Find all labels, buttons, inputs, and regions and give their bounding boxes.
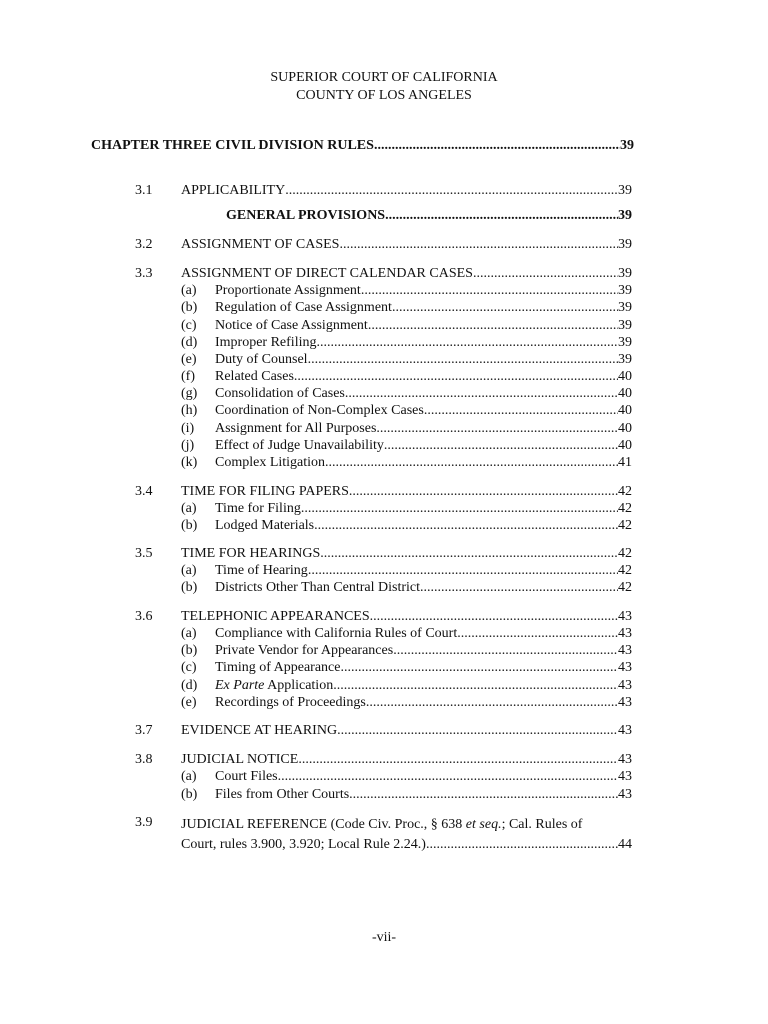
subsection-letter: (a) <box>181 283 197 298</box>
title-line-1 <box>181 815 632 835</box>
subsection-letter: (a) <box>181 501 197 516</box>
dot-leader <box>393 643 618 659</box>
subsection-letter: (a) <box>181 769 197 784</box>
page-number: 39 <box>618 237 632 252</box>
dot-leader <box>349 787 618 803</box>
page-number: 41 <box>618 455 632 470</box>
subsection-item <box>181 660 632 676</box>
subsection-item <box>181 300 632 316</box>
subsection-letter: (a) <box>181 626 197 641</box>
page-number: 39 <box>618 266 632 281</box>
subsection-item <box>181 563 632 579</box>
subsection-item <box>181 318 632 334</box>
subsection-item <box>181 421 632 437</box>
subsection-title: Regulation of Case Assignment <box>215 300 392 315</box>
dot-leader <box>368 318 618 334</box>
subsection-letter: (h) <box>181 403 198 418</box>
subsection-item <box>181 695 632 711</box>
subsection-letter: (e) <box>181 352 197 367</box>
section-title: TELEPHONIC APPEARANCES <box>181 609 370 624</box>
page-number: 44 <box>618 837 632 852</box>
page-number: 40 <box>618 386 632 401</box>
title-text: JUDICIAL REFERENCE (Code Civ. Proc., § 638 <box>181 817 466 832</box>
dot-leader <box>345 386 618 402</box>
subsection-letter: (a) <box>181 563 197 578</box>
subsection-letter: (c) <box>181 318 197 333</box>
page-number: 43 <box>618 678 632 693</box>
page-number: 42 <box>618 484 632 499</box>
section-number: 3.5 <box>135 546 153 561</box>
subsection-title: Effect of Judge Unavailability <box>215 438 384 453</box>
general-provisions-heading <box>226 208 632 224</box>
dot-leader <box>392 300 618 316</box>
dot-leader <box>320 546 618 562</box>
subsection-title: Files from Other Courts <box>215 787 350 802</box>
subsection-item <box>181 501 632 517</box>
subsection-letter: (g) <box>181 386 198 401</box>
section-number: 3.7 <box>135 723 153 738</box>
subsection-item <box>181 518 632 534</box>
page-number: 39 <box>618 183 632 198</box>
dot-leader <box>457 626 618 642</box>
subsection-title: Recordings of Proceedings <box>215 695 366 710</box>
subsection-title: Related Cases <box>215 369 294 384</box>
dot-leader <box>340 660 618 676</box>
dot-leader <box>349 484 618 500</box>
page-number: 43 <box>618 660 632 675</box>
subsection-letter: (d) <box>181 678 198 693</box>
subsection-title: Court Files <box>215 769 278 784</box>
section-3-9-title <box>181 815 632 855</box>
dot-leader <box>285 183 618 199</box>
section-title: JUDICIAL NOTICE <box>181 752 299 767</box>
page-number: 39 <box>618 208 632 223</box>
dot-leader <box>278 769 618 785</box>
page-number: 43 <box>618 752 632 767</box>
subsection-item <box>181 369 632 385</box>
page-number: 40 <box>618 403 632 418</box>
page-number: 39 <box>620 138 634 153</box>
dot-leader <box>374 138 620 154</box>
section-number: 3.8 <box>135 752 153 767</box>
subsection-title: Duty of Counsel <box>215 352 308 367</box>
subsection-letter: (k) <box>181 455 198 470</box>
subsection-item <box>181 643 632 659</box>
dot-leader <box>301 501 618 517</box>
subsection-title: Timing of Appearance <box>215 660 341 675</box>
subsection-item <box>181 386 632 402</box>
section-title: EVIDENCE AT HEARING <box>181 723 338 738</box>
subsection-letter: (b) <box>181 787 198 802</box>
subsection-title: Complex Litigation <box>215 455 326 470</box>
page-number: 39 <box>618 318 632 333</box>
title-text: ; Cal. Rules of <box>501 817 583 832</box>
subsection-title: Coordination of Non-Complex Cases <box>215 403 424 418</box>
subsection-title: Time for Filing <box>215 501 301 516</box>
dot-leader <box>426 835 618 855</box>
page-number: 43 <box>618 769 632 784</box>
dot-leader <box>366 695 618 711</box>
dot-leader <box>339 237 618 253</box>
section-title: TIME FOR FILING PAPERS <box>181 484 349 499</box>
dot-leader <box>333 678 618 694</box>
dot-leader <box>361 283 618 299</box>
subsection-title: Assignment for All Purposes <box>215 421 377 436</box>
subsection-letter: (b) <box>181 580 198 595</box>
subsection-letter: (f) <box>181 369 195 384</box>
subsection-item <box>181 438 632 454</box>
page-number: 42 <box>618 563 632 578</box>
dot-leader <box>337 723 618 739</box>
section-title: TIME FOR HEARINGS <box>181 546 321 561</box>
section-title: ASSIGNMENT OF CASES <box>181 237 340 252</box>
application-text: Application <box>264 678 334 693</box>
page-number: 39 <box>618 300 632 315</box>
dot-leader <box>376 421 618 437</box>
subsection-letter: (e) <box>181 695 197 710</box>
subsection-title: Private Vendor for Appearances <box>215 643 394 658</box>
page-number: 39 <box>618 335 632 350</box>
dot-leader <box>384 438 618 454</box>
page-number: 42 <box>618 518 632 533</box>
subsection-letter: (i) <box>181 421 195 436</box>
page-number: 40 <box>618 421 632 436</box>
subsection-letter: (c) <box>181 660 197 675</box>
page-number: 39 <box>618 283 632 298</box>
subsection-item <box>181 352 632 368</box>
dot-leader <box>420 580 618 596</box>
subsection-item <box>181 335 632 351</box>
page-number: 43 <box>618 787 632 802</box>
subsection-item <box>181 455 632 471</box>
court-name: SUPERIOR COURT OF CALIFORNIA <box>270 70 498 85</box>
subsection-item <box>181 580 632 596</box>
subsection-item <box>181 787 632 803</box>
dot-leader <box>370 609 618 625</box>
subsection-letter: (b) <box>181 643 198 658</box>
ex-parte-italic: Ex Parte <box>215 678 265 693</box>
page-number: 40 <box>618 438 632 453</box>
page-number: 43 <box>618 609 632 624</box>
subsection-title: Improper Refiling <box>215 335 317 350</box>
dot-leader <box>308 352 618 368</box>
title-line-2 <box>181 835 632 855</box>
section-number: 3.6 <box>135 609 153 624</box>
subsection-letter: (b) <box>181 300 198 315</box>
dot-leader <box>298 752 618 768</box>
subsection-item <box>181 626 632 642</box>
document-header <box>0 69 768 105</box>
dot-leader <box>308 563 618 579</box>
page-number: 43 <box>618 723 632 738</box>
section-number: 3.1 <box>135 183 153 198</box>
county-name: COUNTY OF LOS ANGELES <box>296 88 472 103</box>
subsection-item <box>181 769 632 785</box>
chapter-heading <box>91 138 634 154</box>
subsection-title: Proportionate Assignment <box>215 283 361 298</box>
page-number: 42 <box>618 580 632 595</box>
subsection-title: Lodged Materials <box>215 518 315 533</box>
chapter-title: CHAPTER THREE CIVIL DIVISION RULES <box>91 138 374 153</box>
subsection-title: Time of Hearing <box>215 563 308 578</box>
subsection-letter: (b) <box>181 518 198 533</box>
subsection-letter: (d) <box>181 335 198 350</box>
subsection-title: Notice of Case Assignment <box>215 318 368 333</box>
dot-leader <box>424 403 618 419</box>
page-number: 42 <box>618 501 632 516</box>
dot-leader <box>473 266 618 282</box>
page-number: 39 <box>618 352 632 367</box>
page-number: 43 <box>618 695 632 710</box>
heading-title: GENERAL PROVISIONS <box>226 208 386 223</box>
section-title: APPLICABILITY <box>181 183 286 198</box>
dot-leader <box>325 455 618 471</box>
section-number: 3.3 <box>135 266 153 281</box>
section-number: 3.2 <box>135 237 153 252</box>
subsection-title: Compliance with California Rules of Court <box>215 626 458 641</box>
subsection-letter: (j) <box>181 438 195 453</box>
dot-leader <box>316 335 618 351</box>
title-text: Court, rules 3.900, 3.920; Local Rule 2.24.) <box>181 837 426 852</box>
subsection-item <box>181 678 632 694</box>
section-title: ASSIGNMENT OF DIRECT CALENDAR CASES <box>181 266 473 281</box>
dot-leader <box>385 208 618 224</box>
section-number: 3.4 <box>135 484 153 499</box>
subsection-title: Consolidation of Cases <box>215 386 345 401</box>
et-seq-italic: et seq. <box>465 817 502 832</box>
page-number: 40 <box>618 369 632 384</box>
page-footer-number: -vii- <box>371 930 397 945</box>
page-number: 43 <box>618 626 632 641</box>
subsection-title <box>215 678 333 694</box>
subsection-item <box>181 403 632 419</box>
dot-leader <box>314 518 618 534</box>
section-number: 3.9 <box>135 815 153 830</box>
page-number: 42 <box>618 546 632 561</box>
dot-leader <box>294 369 618 385</box>
page-number: 43 <box>618 643 632 658</box>
subsection-title: Districts Other Than Central District <box>215 580 421 595</box>
subsection-item <box>181 283 632 299</box>
